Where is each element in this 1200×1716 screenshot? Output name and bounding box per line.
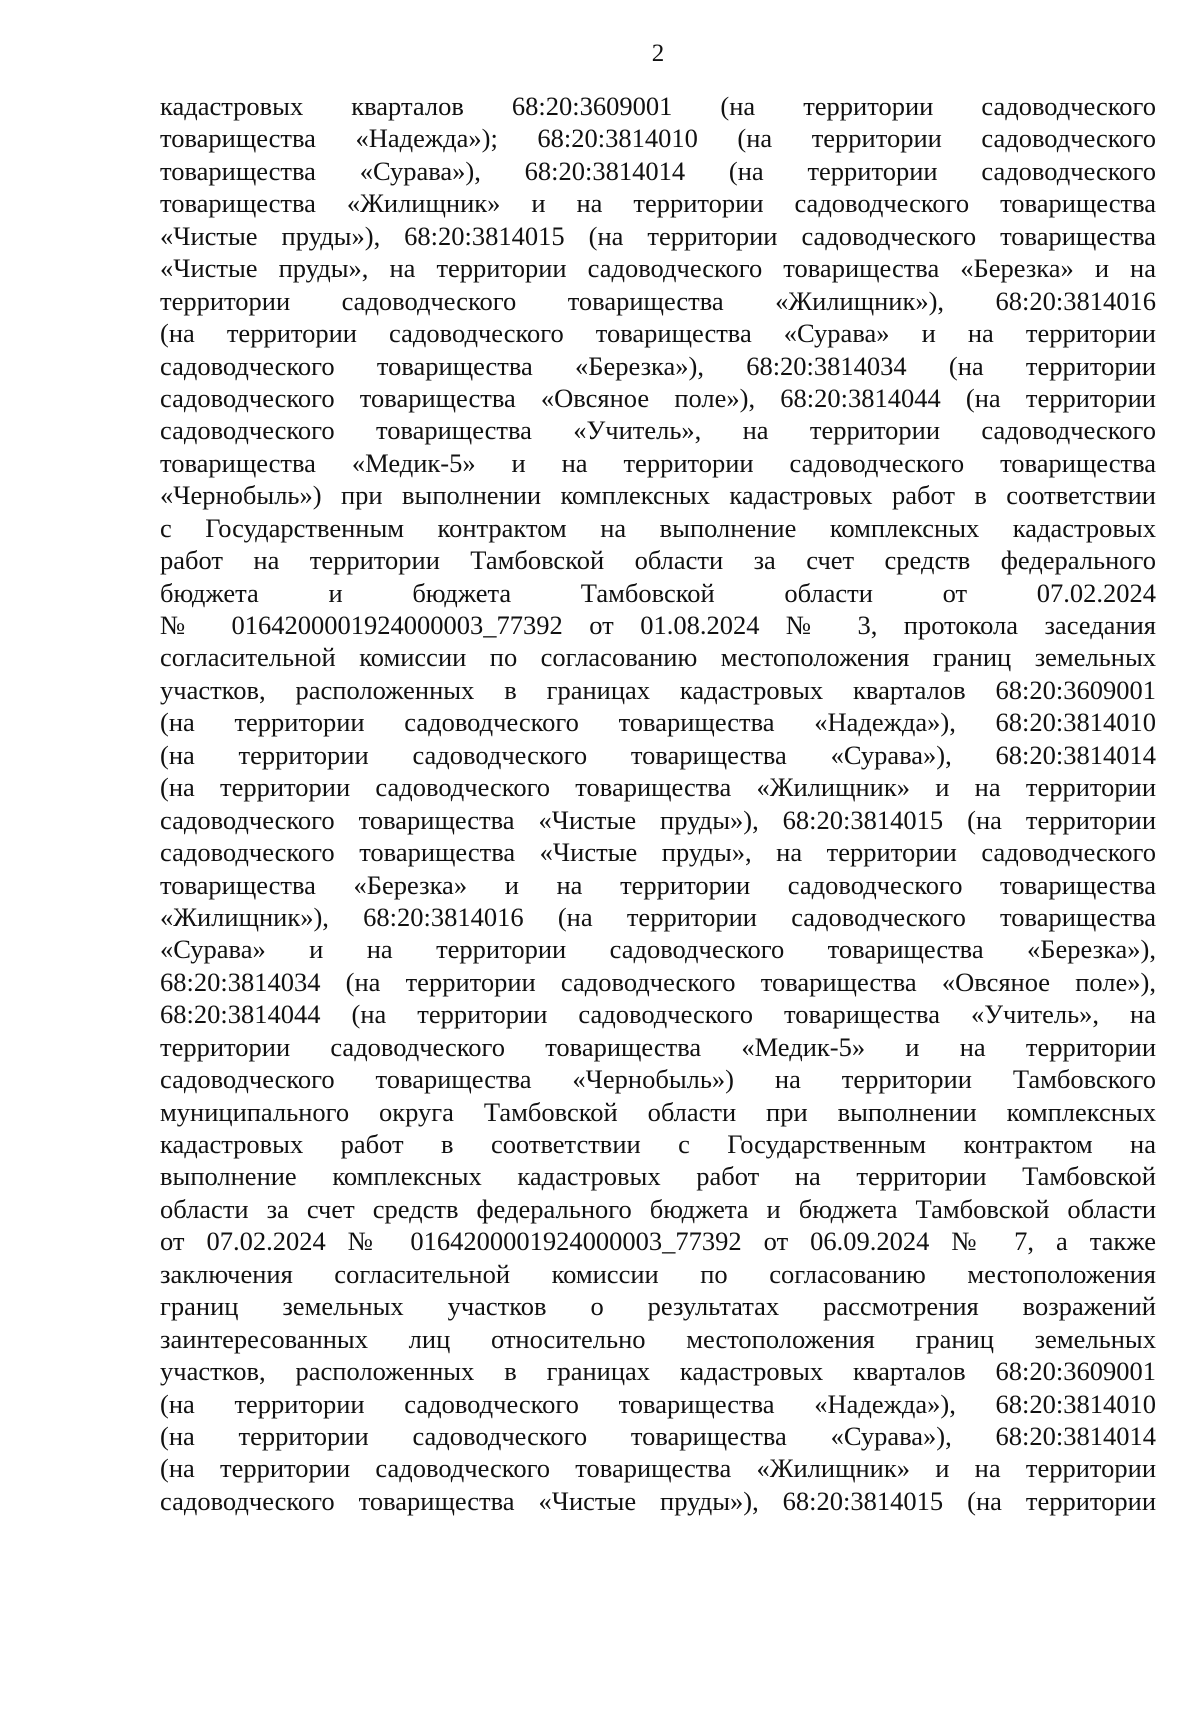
- text-line: заинтересованных лиц относительно местоположения границ земельных: [160, 1323, 1156, 1354]
- text-line: садоводческого товарищества «Чистые пруды»), 68:20:3814015 (на территории: [160, 804, 1156, 835]
- text-line: товарищества «Жилищник» и на территории садоводческого товарищества: [160, 188, 1156, 219]
- text-line: кадастровых кварталов 68:20:3609001 (на территории садоводческого: [160, 91, 1156, 121]
- page-number: 2: [651, 40, 665, 67]
- text-line: «Чистые пруды»), 68:20:3814015 (на территории садоводческого товарищества: [160, 220, 1156, 251]
- text-line: муниципального округа Тамбовской области при выполнении комплексных: [160, 1096, 1156, 1127]
- text-line: работ на территории Тамбовской области за счет средств федерального: [160, 545, 1156, 576]
- text-line: садоводческого товарищества «Березка»), 68:20:3814034 (на территории: [160, 350, 1156, 381]
- text-line: садоводческого товарищества «Учитель», на территории садоводческого: [160, 415, 1156, 446]
- text-line: «Чистые пруды», на территории садоводческого товарищества «Березка» и на: [160, 253, 1156, 284]
- text-line: от 07.02.2024 № 0164200001924000003_77392 от 06.09.2024 № 7, а также: [160, 1226, 1156, 1257]
- text-line: товарищества «Надежда»); 68:20:3814010 (на территории садоводческого: [160, 123, 1156, 154]
- text-line: заключения согласительной комиссии по согласованию местоположения: [160, 1258, 1156, 1289]
- text-line: № 0164200001924000003_77392 от 01.08.2024 № 3, протокола заседания: [160, 610, 1156, 640]
- text-line: (на территории садоводческого товарищества «Сурава»), 68:20:3814014: [160, 739, 1156, 770]
- text-line: (на территории садоводческого товарищества «Жилищник» и на территории: [160, 772, 1156, 803]
- text-line: садоводческого товарищества «Овсяное поле»), 68:20:3814044 (на территории: [160, 382, 1156, 413]
- text-line: «Чернобыль») при выполнении комплексных кадастровых работ в соответствии: [160, 480, 1156, 511]
- text-line: с Государственным контрактом на выполнение комплексных кадастровых: [160, 512, 1156, 543]
- text-line: (на территории садоводческого товарищества «Жилищник» и на территории: [160, 1453, 1156, 1484]
- text-line: территории садоводческого товарищества «Жилищник»), 68:20:3814016: [160, 285, 1156, 316]
- text-line: 68:20:3814044 (на территории садоводческого товарищества «Учитель», на: [160, 999, 1156, 1030]
- text-line: «Жилищник»), 68:20:3814016 (на территории садоводческого товарищества: [160, 901, 1156, 932]
- text-line: (на территории садоводческого товарищества «Сурава» и на территории: [160, 318, 1156, 349]
- text-line: области за счет средств федерального бюджета и бюджета Тамбовской области: [160, 1193, 1156, 1224]
- text-line: согласительной комиссии по согласованию местоположения границ земельных: [160, 642, 1156, 673]
- text-line: товарищества «Березка» и на территории садоводческого товарищества: [160, 869, 1156, 900]
- body-text: [160, 90, 1156, 1517]
- text-line: садоводческого товарищества «Чистые пруды»), 68:20:3814015 (на территории: [160, 1485, 1156, 1516]
- text-line: 68:20:3814034 (на территории садоводческого товарищества «Овсяное поле»),: [160, 966, 1156, 997]
- text-line: участков, расположенных в границах кадастровых кварталов 68:20:3609001: [160, 674, 1156, 705]
- text-line: бюджета и бюджета Тамбовской области от 07.02.2024: [160, 577, 1156, 608]
- text-line: «Сурава» и на территории садоводческого товарищества «Березка»),: [160, 934, 1156, 965]
- text-line: выполнение комплексных кадастровых работ на территории Тамбовской: [160, 1161, 1156, 1192]
- text-line: товарищества «Медик-5» и на территории садоводческого товарищества: [160, 447, 1156, 478]
- text-line: (на территории садоводческого товарищества «Надежда»), 68:20:3814010: [160, 707, 1156, 738]
- text-line: (на территории садоводческого товарищества «Сурава»), 68:20:3814014: [160, 1420, 1156, 1451]
- text-line: территории садоводческого товарищества «Медик-5» и на территории: [160, 1031, 1156, 1062]
- text-line: границ земельных участков о результатах рассмотрения возражений: [160, 1291, 1156, 1322]
- text-line: садоводческого товарищества «Чистые пруды», на территории садоводческого: [160, 837, 1156, 868]
- text-line: товарищества «Сурава»), 68:20:3814014 (на территории садоводческого: [160, 155, 1156, 186]
- text-line: кадастровых работ в соответствии с Государственным контрактом на: [160, 1129, 1156, 1159]
- text-line: садоводческого товарищества «Чернобыль») на территории Тамбовского: [160, 1064, 1156, 1095]
- text-line: участков, расположенных в границах кадастровых кварталов 68:20:3609001: [160, 1356, 1156, 1387]
- text-line: (на территории садоводческого товарищества «Надежда»), 68:20:3814010: [160, 1388, 1156, 1419]
